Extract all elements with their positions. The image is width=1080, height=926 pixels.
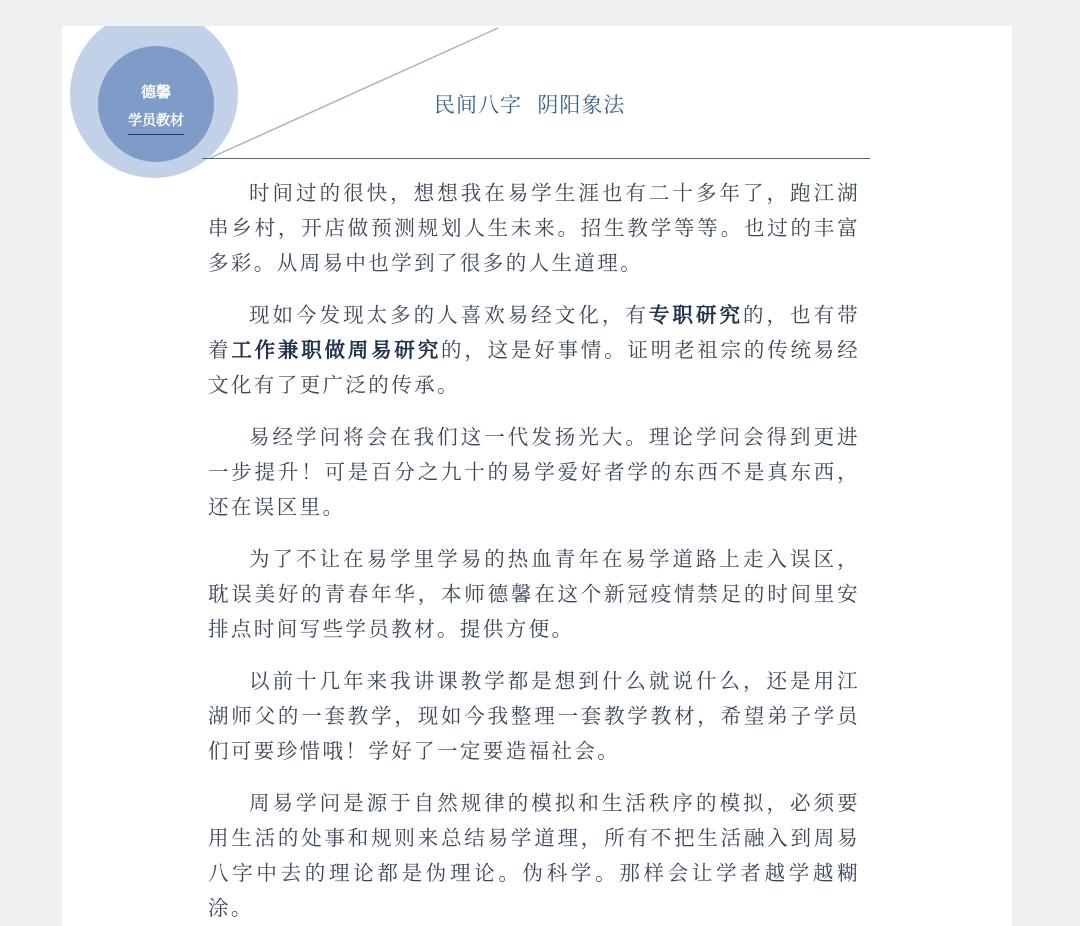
- badge-subtitle: 学员教材: [128, 111, 184, 135]
- paragraph-1: 时间过的很快，想想我在易学生涯也有二十多年了，跑江湖串乡村，开店做预测规划人生未来。招生教学等等。也过的丰富多彩。从周易中也学到了很多的人生道理。: [208, 181, 860, 275]
- paragraph-2-text-a: 现如今发现太多的人喜欢易经文化，有: [249, 303, 649, 327]
- bold-phrase-1: 专职研究: [648, 303, 743, 327]
- badge-name: 德馨: [140, 83, 171, 101]
- paragraph-4: 为了不让在易学里学易的热血青年在易学道路上走入误区，耽误美好的青春年华，本师德馨在这个新冠疫情禁足的时间里安排点时间写些学员教材。提供方便。: [208, 547, 860, 641]
- body-text: [208, 176, 860, 926]
- bold-phrase-2: 工作兼职做周易研究: [231, 338, 442, 362]
- page-title: 民间八字 阴阳象法: [434, 93, 626, 117]
- document-page: [62, 26, 1012, 926]
- paragraph-3: 易经学问将会在我们这一代发扬光大。理论学问会得到更进一步提升！可是百分之九十的易学爱好者学的东西不是真东西，还在误区里。: [208, 425, 860, 519]
- title-divider: [202, 158, 870, 159]
- paragraph-2: [208, 298, 860, 403]
- paragraph-6: 周易学问是源于自然规律的模拟和生活秩序的模拟，必须要用生活的处事和规则来总结易学道理，所有不把生活融入到周易八字中去的理论都是伪理论。伪科学。那样会让学者越学越糊涂。: [208, 791, 860, 920]
- paragraph-5: 以前十几年来我讲课教学都是想到什么就说什么，还是用江湖师父的一套教学，现如今我整理一套教学教材，希望弟子学员们可要珍惜哦！学好了一定要造福社会。: [208, 669, 860, 763]
- badge: [104, 82, 208, 135]
- paragraph-2-text-b: 的，也有带着: [208, 303, 860, 362]
- paragraph-2-text-c: 的，这是好事情。证明老祖宗的传统易经文化有了更广泛的传承。: [208, 338, 861, 397]
